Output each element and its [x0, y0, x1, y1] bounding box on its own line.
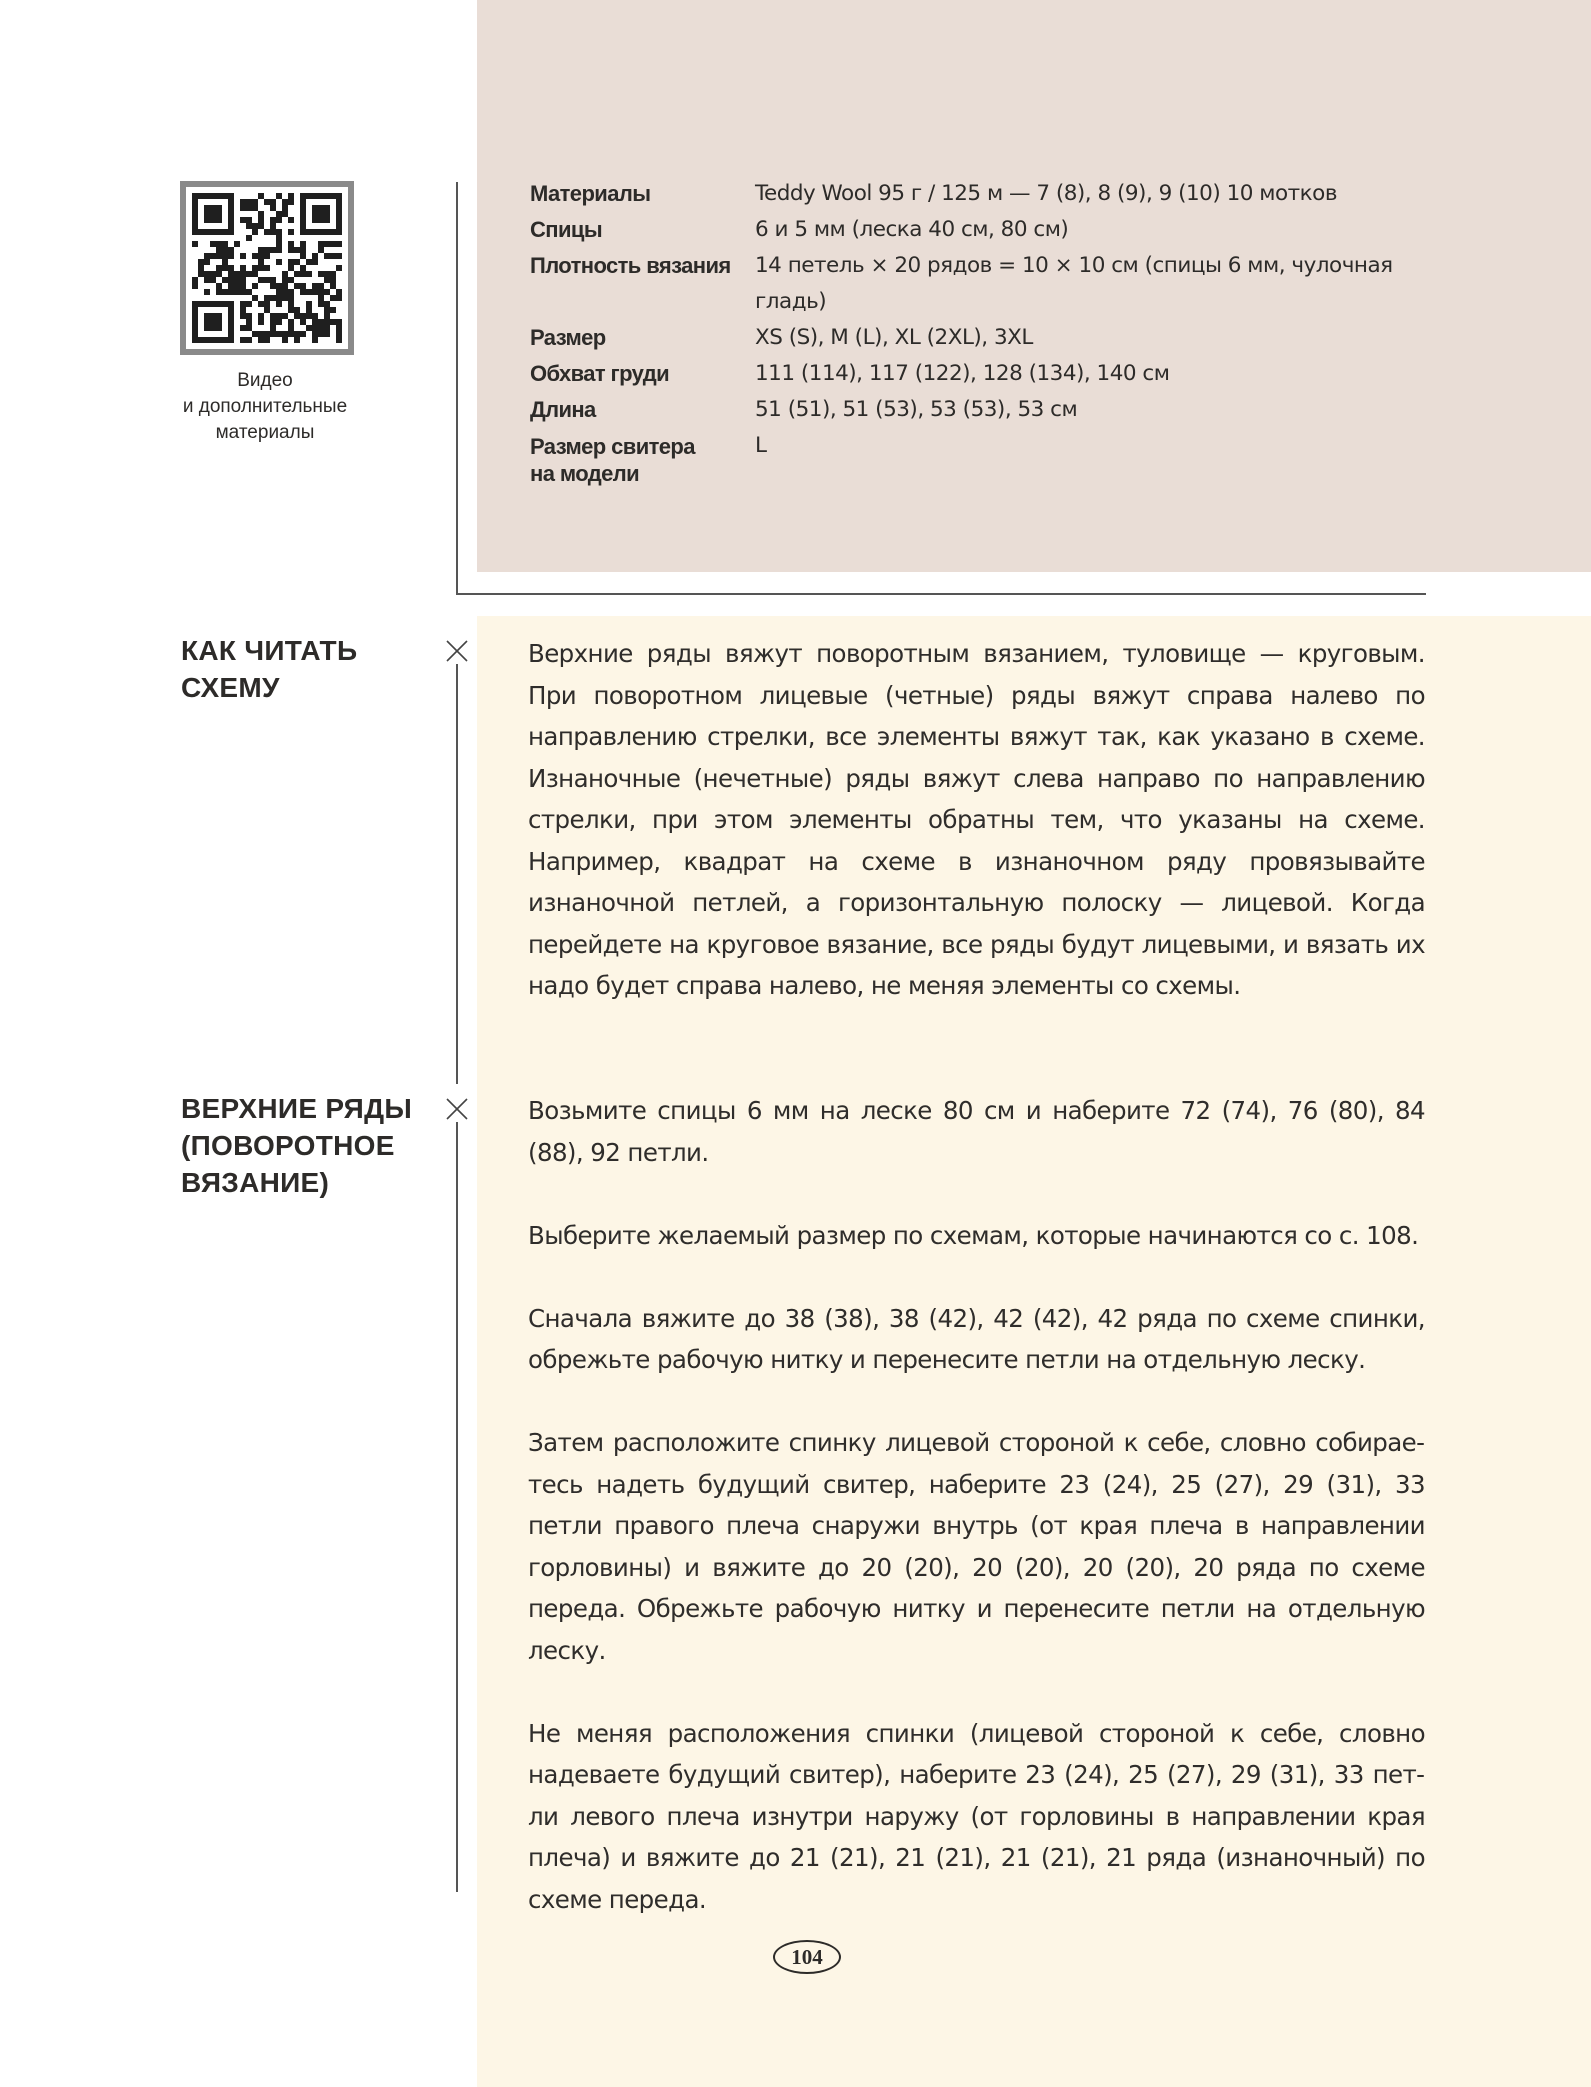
section-heading: КАК ЧИТАТЬ СХЕМУ [181, 635, 358, 703]
spec-label: Размер свитера на модели [530, 434, 695, 486]
spec-label: Длина [530, 397, 596, 422]
paragraph: Сначала вяжите до 38 (38), 38 (42), 42 (42), 42 ряда по схеме спинки, обрежьте рабочую нитку и перенесите петли на отдельную леску. [528, 1303, 1425, 1374]
spec-value: Teddy Wool 95 г / 125 м — 7 (8), 8 (9), 9 (10) 10 мотков [755, 181, 1337, 206]
divider-vertical [456, 182, 458, 595]
paragraph: Не меняя расположения спинки (лицевой стороной к себе, словно надеваете будущий свитер), наберите 23 (24), 25 (27), 29 (31), 33 петли левого плеча изнутри наружу (от горловины в направлении края плеча) и вяжите до 21 (21), 21 (21), 21 (21), 21 ряда (изнаночный) по схеме переда. [528, 1718, 1425, 1914]
spec-label: Материалы [530, 181, 651, 206]
divider-horizontal [456, 593, 1426, 595]
specs-table [530, 176, 1410, 489]
qr-caption: Видео и дополнительные материалы [182, 370, 348, 443]
spec-row [530, 212, 1410, 248]
section-body [528, 1090, 1425, 1920]
spec-row [530, 428, 1410, 489]
paragraph: Возьмите спицы 6 мм на леске 80 см и наберите 72 (74), 76 (80), 84 (88), 92 петли. [528, 1096, 1425, 1167]
cross-marker-icon [446, 1098, 468, 1120]
spec-value: 51 (51), 51 (53), 53 (53), 53 см [755, 397, 1078, 422]
spec-row [530, 320, 1410, 356]
spec-label: Размер [530, 325, 606, 350]
spec-label: Плотность вязания [530, 253, 731, 278]
cross-marker-icon [446, 640, 468, 662]
paragraph: Верхние ряды вяжут поворотным вязанием, туловище — круговым. При поворотном лицевые (четные) ряды вяжут справа налево по направлению стрелки, все элементы вяжут так, как указано в схеме. Изнаночные (нечетные) ряды вяжут слева направо по направлению стрелки, при этом элементы обратны тем, что указаны на схеме. Например, квадрат на схеме в изнаночном ряду провязывайте изнаночной петлей, а горизонтальную полоску — лицевой. Когда перейдете на круговое вязание, все ряды будут лицевыми, и вязать их надо будет справа налево, не меняя элементы со схемы. [528, 639, 1425, 1000]
spec-row [530, 248, 1410, 320]
spec-row [530, 176, 1410, 212]
page-number: 104 [773, 1940, 841, 1974]
spec-value: XS (S), M (L), XL (2XL), 3XL [755, 325, 1033, 350]
spec-label: Обхват груди [530, 361, 670, 386]
spec-value: 111 (114), 117 (122), 128 (134), 140 см [755, 361, 1170, 386]
paragraph: Затем расположите спинку лицевой стороной к себе, словно собираетесь надеть будущий свитер, наберите 23 (24), 25 (27), 29 (31), 33 петли правого плеча снаружи внутрь (от края плеча в направлении горловины) и вяжите до 20 (20), 20 (20), 20 (20), 20 ряда по схеме переда. Обрежьте рабочую нитку и перенесите петли на отдельную леску. [528, 1428, 1425, 1665]
spec-value: 6 и 5 мм (леска 40 см, 80 см) [755, 217, 1069, 242]
spec-value: L [755, 433, 767, 458]
section-heading: ВЕРХНИЕ РЯДЫ (ПОВОРОТНОЕ ВЯЗАНИЕ) [181, 1093, 413, 1198]
spec-value: 14 петель × 20 рядов = 10 × 10 см (спицы 6 мм, чулочная гладь) [755, 253, 1393, 314]
divider-vertical [456, 1122, 458, 1892]
spec-label: Спицы [530, 217, 603, 242]
section-body [528, 633, 1425, 1007]
divider-vertical [456, 664, 458, 1084]
qr-code-icon[interactable] [180, 181, 354, 355]
spec-row [530, 356, 1410, 392]
spec-row [530, 392, 1410, 428]
paragraph: Выберите желаемый размер по схемам, которые начинаются со с. 108. [528, 1220, 1419, 1250]
